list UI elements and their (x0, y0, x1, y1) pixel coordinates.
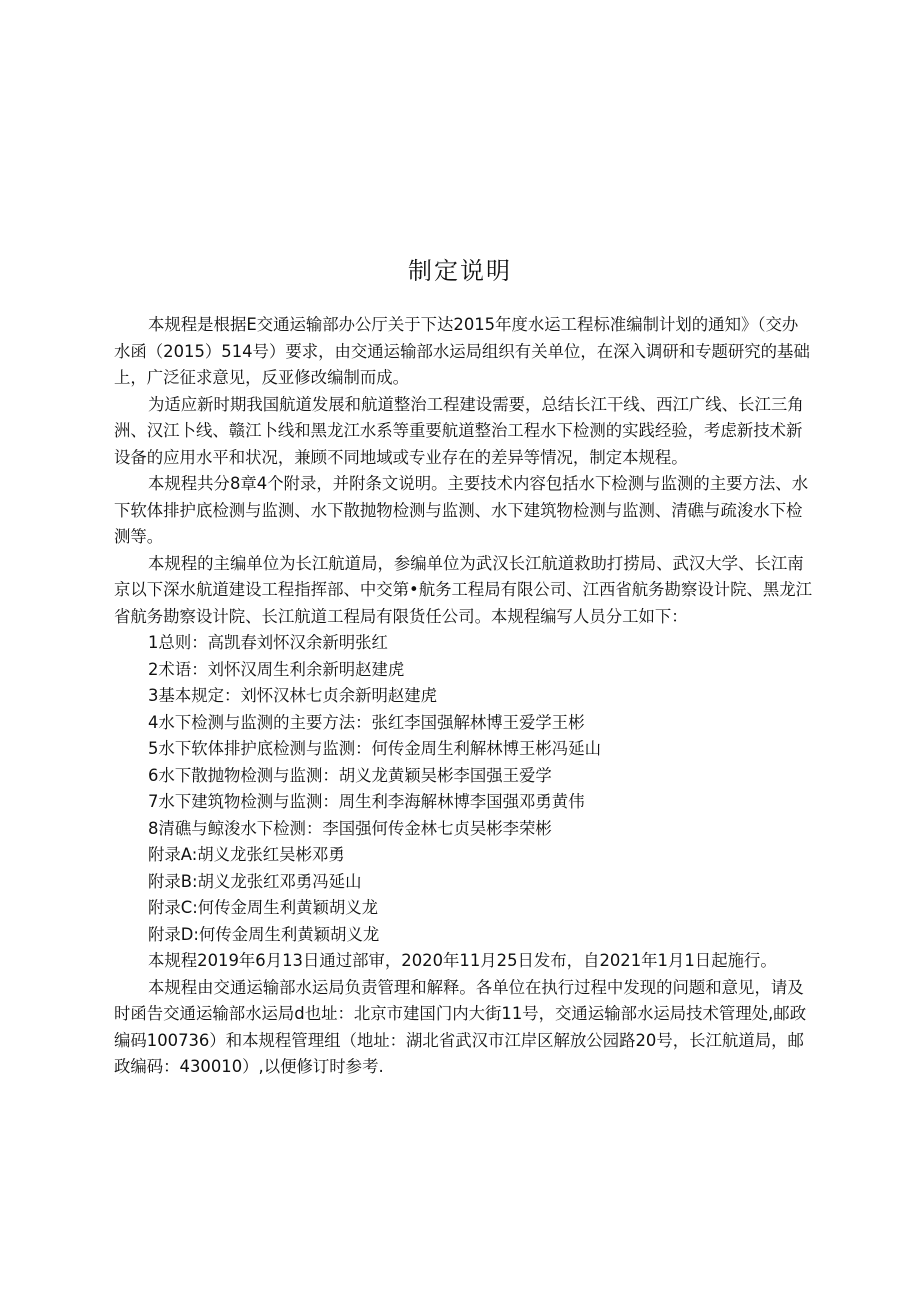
assignment-item: 附录B:胡义龙张红邓勇冯延山 (148, 871, 362, 891)
paragraph: 本规程的主编单位为长江航道局，参编单位为武汉长江航道救助打捞局、武汉大学、长江南京以下深水航道建设工程指挥部、中交第•航务工程局有限公司、江西省航务勘察设计院、黑龙江省航务勘察设计院、长江航道工程局有限货任公司。本规程编写人员分工如下： (114, 553, 813, 626)
assignment-item: 附录C:何传金周生利黄颖胡义龙 (148, 898, 379, 917)
assignment-item: 2术语：刘怀汉周生利余新明赵建虎 (148, 659, 405, 679)
assignment-item: 附录A:胡义龙张红吴彬邓勇 (148, 845, 345, 864)
assignment-item: 附录D:何传金周生利黄颖胡义龙 (148, 924, 380, 944)
paragraph: 本规程由交通运输部水运局负责管理和解释。各单位在执行过程中发现的问题和意见，请及时函告交通运输部水运局d也址：北京市建国门内大街11号，交通运输部水运局技术管理处,邮政编码100736）和本规程管理组（地址：湖北省武汉市江岸区解放公园路20号，长江航道局，邮政编码：430010）,以便修订时参考. (114, 977, 807, 1076)
document-body (114, 312, 814, 1081)
paragraph: 为适应新时期我国航道发展和航道整治工程建设需要，总结长江干线、西江广线、长江三角洲、汉江卜线、赣江卜线和黑龙江水系等重要航道整治工程水下检测的实践经验，考虑新技术新设备的应用水平和状况，兼顾不同地域或专业存在的差异等情况，制定本规程。 (114, 394, 804, 467)
assignment-item: 8清礁与鲸浚水下检测：李国强何传金林七贞吴彬李荣彬 (148, 818, 552, 838)
paragraph: 本规程2019年6月13日通过部审，2020年11月25日发布，自2021年1月1日起施行。 (148, 951, 777, 970)
assignment-item: 3基本规定：刘怀汉林七贞余新明赵建虎 (148, 686, 438, 705)
assignment-item: 1总则：高凯春刘怀汉余新明张红 (148, 633, 388, 652)
assignment-item: 7水下建筑物检测与监测：周生利李海解林博李国强邓勇黄伟 (148, 792, 585, 811)
paragraph: 本规程共分8章4个附录，并附条文说明。主要技术内容包括水下检测与监测的主要方法、水下软体排护底检测与监测、水下散抛物检测与监测、水下建筑物检测与监测、清礁与疏浚水下检测等。 (114, 474, 809, 546)
assignment-item: 6水下散抛物检测与监测：胡义龙黄颖吴彬李国强王爱学 (148, 765, 552, 785)
paragraph: 本规程是根据E交通运输部办公厅关于下达2015年度水运工程标准编制计划的通知》（交办水函（2015）514号）要求，由交通运输部水运局组织有关单位，在深入调研和专题研究的基础上，广泛征求意见，反亚修改编制而成。 (114, 315, 810, 387)
page-title: 制定说明 (408, 257, 512, 285)
assignment-item: 5水下软体排护底检测与监测：何传金周生利解林博王彬冯延山 (148, 739, 601, 758)
assignment-item: 4水下检测与监测的主要方法：张红李国强解林博王爱学王彬 (148, 712, 585, 732)
